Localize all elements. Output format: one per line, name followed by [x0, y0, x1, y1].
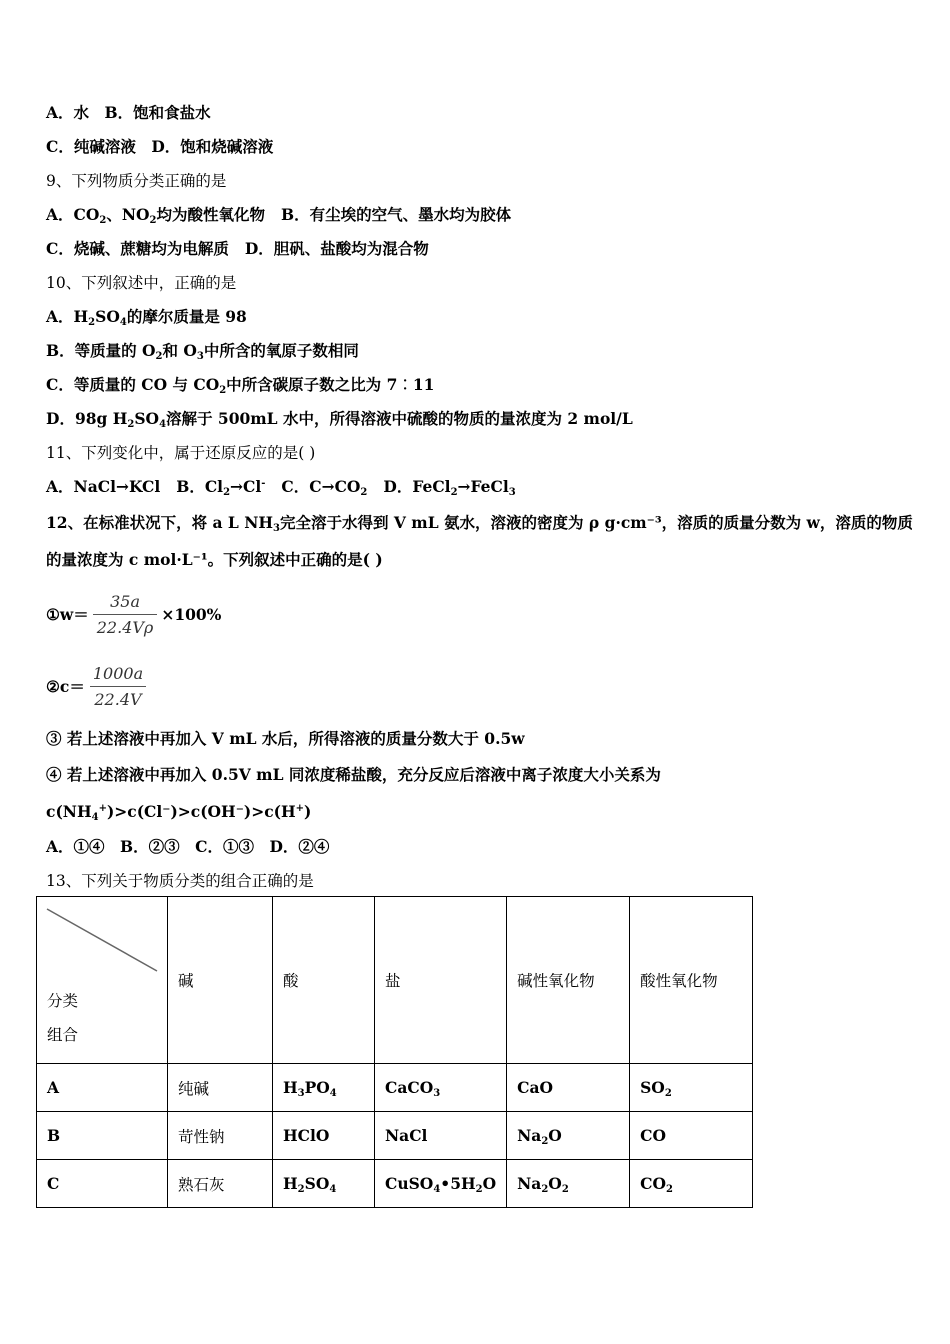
- q12-statement-4: ④ 若上述溶液中再加入 0.5V mL 同浓度稀盐酸，充分反应后溶液中离子浓度大小关系为 $c(NH_4^+)>c(Cl^-)>c(OH^-)>c(H^+)$: [46, 765, 661, 823]
- header-acid: 酸: [273, 897, 375, 1064]
- row-label: C: [37, 1160, 168, 1208]
- table-row: [37, 1064, 753, 1112]
- table-header-row: [37, 897, 753, 1064]
- cell-acid: $H_3PO_4$: [273, 1064, 375, 1112]
- q12-stem: 12、在标准状况下，将 a L $NH_3$完全溶于水得到 V mL 氨水，溶液的密度为 ρ g·cm⁻³，溶质的质量分数为 w，溶质的物质的量浓度为 c mol·L⁻¹。下列叙述中正确的是( ): [46, 513, 913, 569]
- header-salt: 盐: [375, 897, 507, 1064]
- header-basic-oxide: 碱性氧化物: [507, 897, 630, 1064]
- q12-formula-1: ①w＝ $\frac{35a}{22.4V\rho}$ ×100%: [46, 591, 222, 637]
- q11-options: A．NaCl→KCl B．$Cl_2\to Cl^-$ C．$C\to CO_2$ D．FeCl$_2$→FeCl$_3$: [46, 477, 516, 498]
- q10-stem: 10、下列叙述中，正确的是: [46, 274, 237, 292]
- q9-options-cd: C．烧碱、蔗糖均为电解质 D．胆矾、盐酸均为混合物: [46, 239, 429, 258]
- fraction: $\frac{35a}{22.4V\rho}$: [93, 592, 158, 637]
- cell-base: 苛性钠: [168, 1112, 273, 1160]
- table-row: [37, 1112, 753, 1160]
- cell-base: 熟石灰: [168, 1160, 273, 1208]
- row-label: A: [37, 1064, 168, 1112]
- q11-stem: 11、下列变化中，属于还原反应的是( ): [46, 444, 316, 462]
- document-page: [46, 96, 916, 898]
- cell-base: 纯碱: [168, 1064, 273, 1112]
- q10-option-c: C．等质量的 CO 与 $CO_2$中所含碳原子数之比为 7︰11: [46, 375, 435, 396]
- cell-acid: $H_2SO_4$: [273, 1160, 375, 1208]
- q12-formula-2: ②c＝ $\frac{1000a}{22.4V}$: [46, 650, 916, 722]
- cell-salt: $CuSO_4•5H_2O$: [375, 1160, 507, 1208]
- cell-basic-oxide: $Na_2O_2$: [507, 1160, 630, 1208]
- classification-table: [36, 896, 753, 1208]
- q9-stem: 9、下列物质分类正确的是: [46, 172, 227, 190]
- diagonal-header-cell: [37, 897, 168, 1064]
- header-base: 碱: [168, 897, 273, 1064]
- cell-basic-oxide: $Na_2O$: [507, 1112, 630, 1160]
- fraction: $\frac{1000a}{22.4V}$: [89, 664, 147, 709]
- row-label: B: [37, 1112, 168, 1160]
- q8-options-line2: C．纯碱溶液 D．饱和烧碱溶液: [46, 137, 274, 156]
- cell-acidic-oxide: $SO_2$: [630, 1064, 753, 1112]
- q10-option-b: B．等质量的 $O_2$和 $O_3$中所含的氧原子数相同: [46, 341, 359, 362]
- corner-label-category: 分类: [47, 992, 79, 1010]
- cell-acid: HClO: [273, 1112, 375, 1160]
- q10-option-a: A．$H_2SO_4$的摩尔质量是 98: [46, 307, 247, 328]
- table-row: [37, 1160, 753, 1208]
- q8-options-line1: A．水 B．饱和食盐水: [46, 103, 211, 122]
- cell-salt: NaCl: [375, 1112, 507, 1160]
- cell-salt: CaCO$_3$: [375, 1064, 507, 1112]
- q10-option-d: D．98g $H_2SO_4$溶解于 500mL 水中，所得溶液中硫酸的物质的量浓度为 2 mol/L: [46, 409, 633, 430]
- q12-options: A．①④ B．②③ C．①③ D．②④: [46, 837, 330, 856]
- q12-statement-3: ③ 若上述溶液中再加入 V mL 水后，所得溶液的质量分数大于 0.5w: [46, 729, 525, 748]
- corner-label-combination: 组合: [47, 1026, 79, 1044]
- q9-options-ab: A．$CO_2$、$NO_2$均为酸性氧化物 B．有尘埃的空气、墨水均为胶体: [46, 205, 512, 226]
- header-acidic-oxide: 酸性氧化物: [630, 897, 753, 1064]
- cell-acidic-oxide: $CO_2$: [630, 1160, 753, 1208]
- cell-basic-oxide: CaO: [507, 1064, 630, 1112]
- cell-acidic-oxide: CO: [630, 1112, 753, 1160]
- q13-stem: 13、下列关于物质分类的组合正确的是: [46, 872, 314, 890]
